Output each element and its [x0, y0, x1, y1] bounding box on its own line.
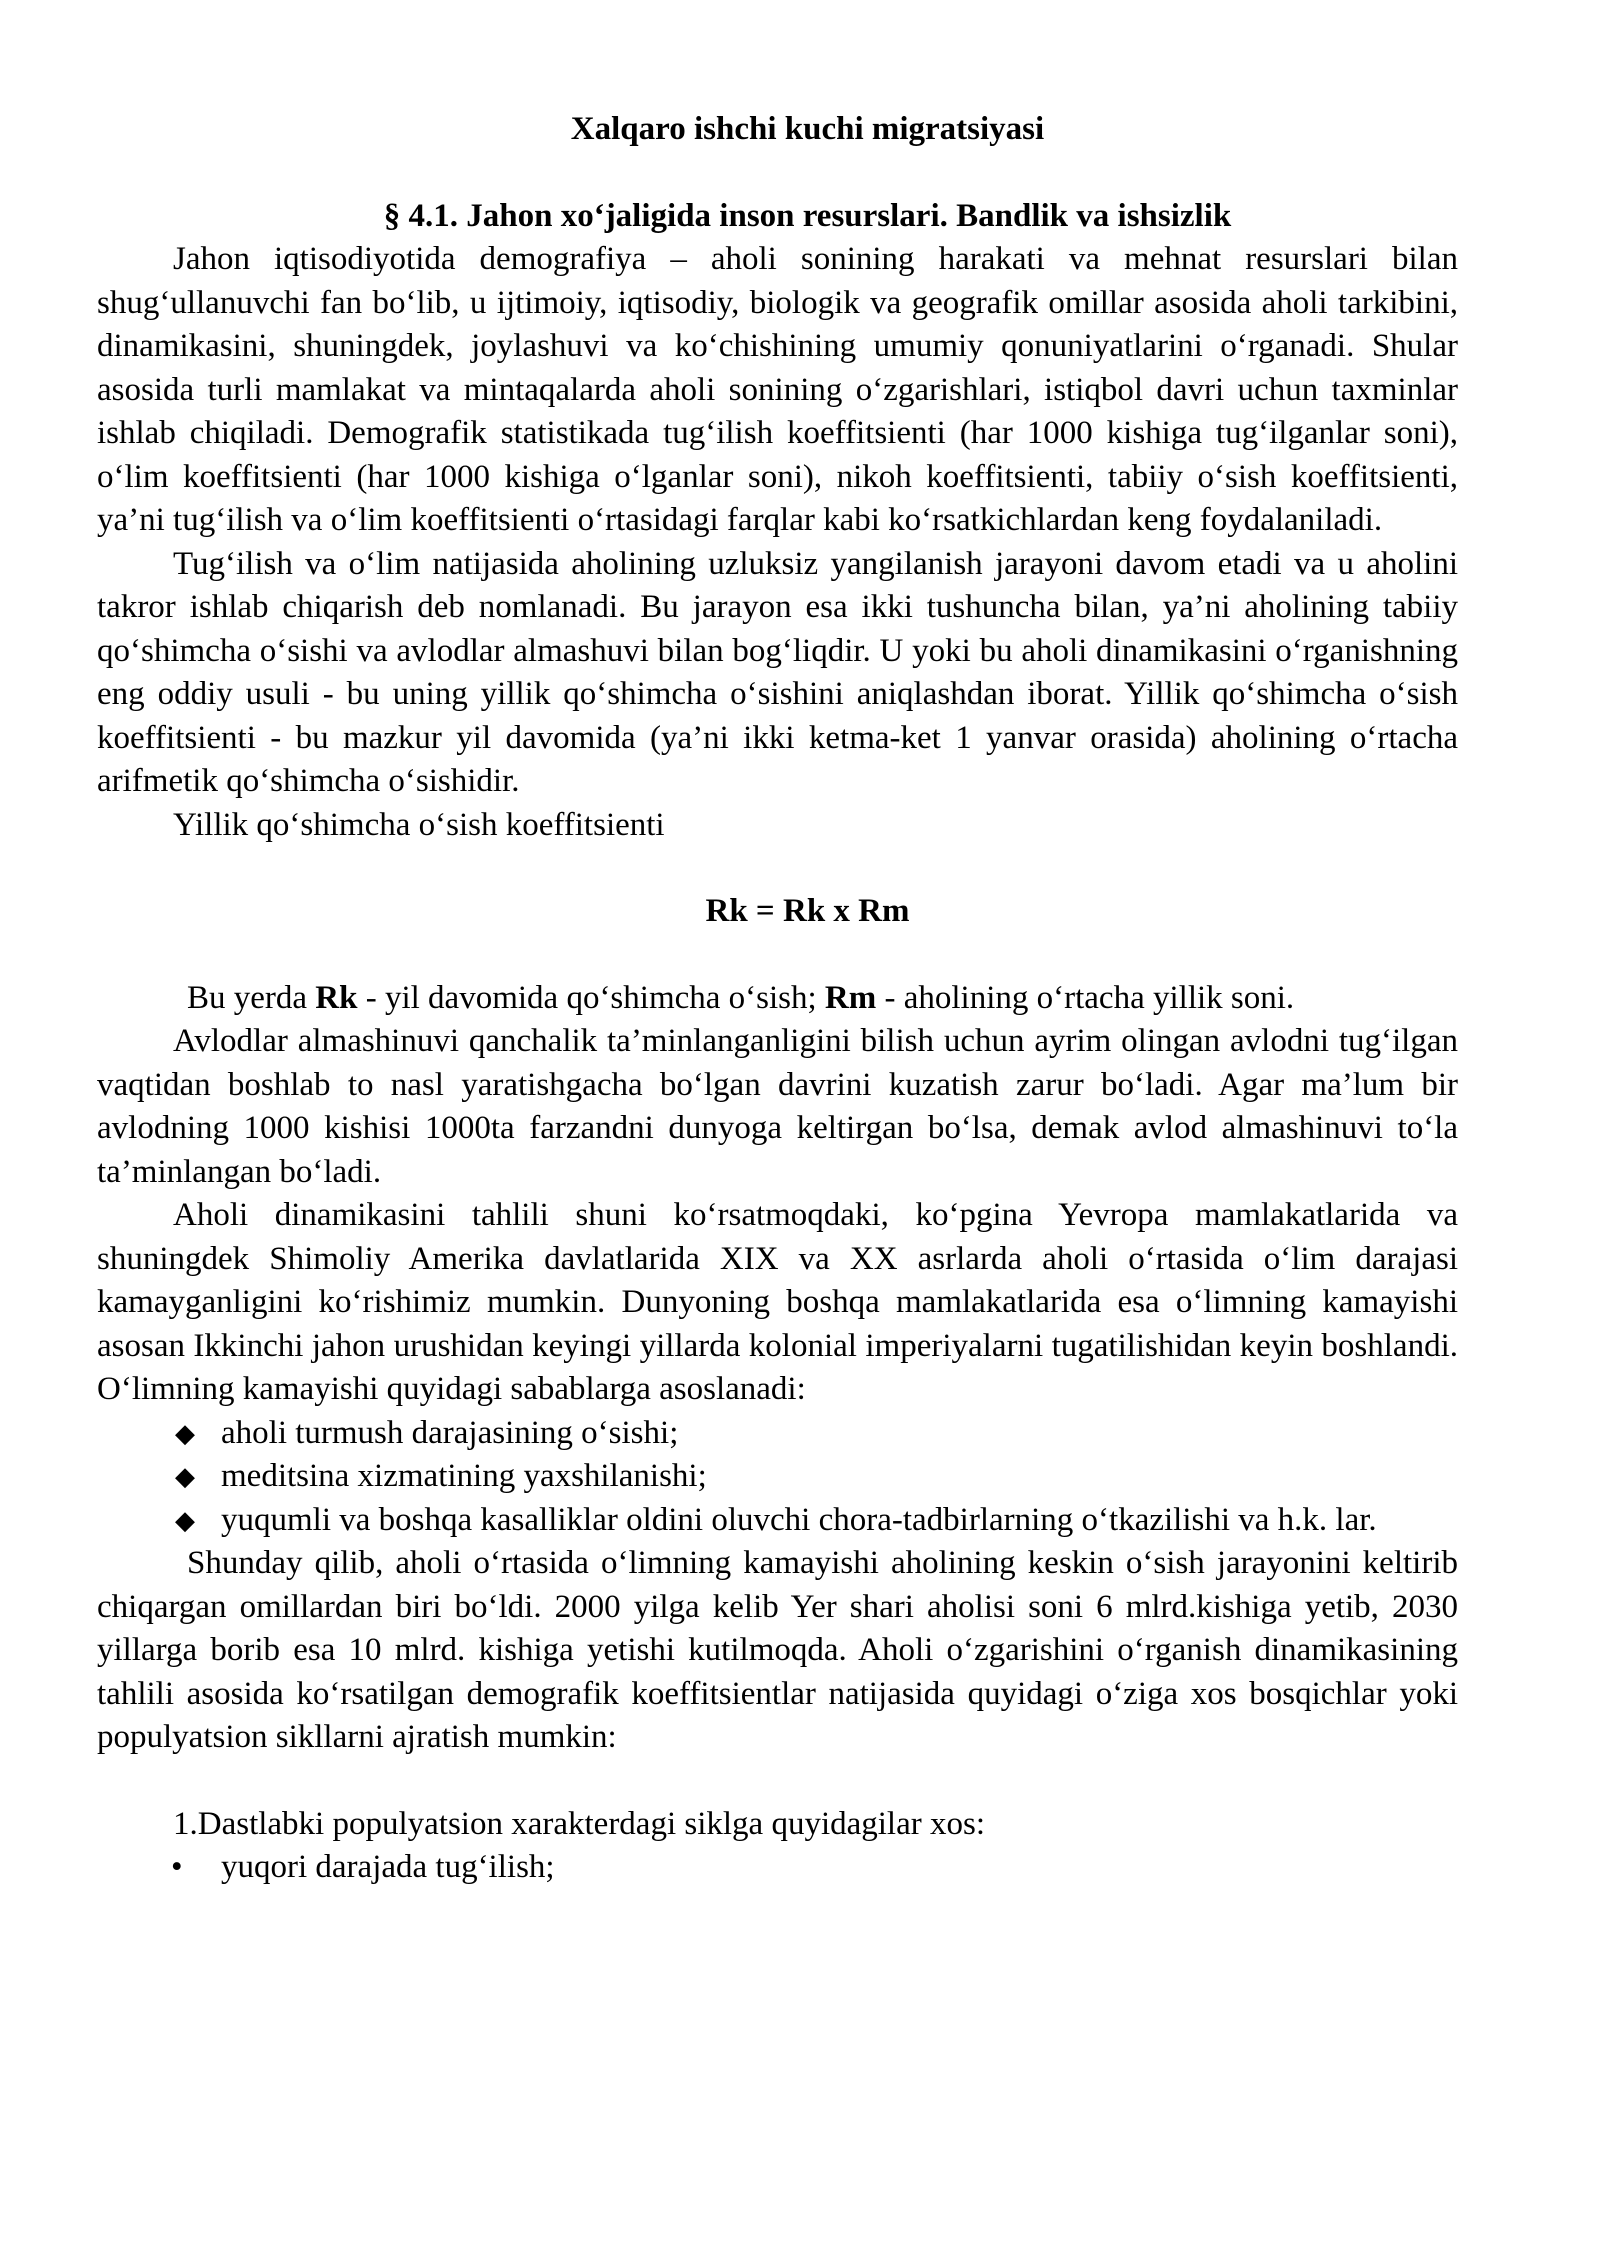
- paragraph-mortality: Aholi dinamikasini tahlili shuni ko‘rsatmoqdaki, ko‘pgina Yevropa mamlakatlarida va shuningdek Shimoliy Amerika davlatlarida XIX va XX asrlarda aholi o‘rtasida o‘lim darajasi kamayganligini ko‘rishimiz mumkin. Dunyoning boshqa mamlakatlarida esa o‘limning kamayishi asosan Ikkinchi jahon urushidan keyingi yillarda kolonial imperiyalarni tugatilishidan keyin boshlandi. O‘limning kamayishi quyidagi sabablarga asoslanadi:: [97, 1197, 1458, 1407]
- numbered-item-first-cycle: 1.Dastlabki populyatsion xarakterdagi siklga quyidagilar xos:: [173, 1805, 985, 1842]
- paragraph-growth-coefficient: Yillik qo‘shimcha o‘sish koeffitsienti: [173, 806, 665, 843]
- diamond-bullet-icon: ◆: [175, 1418, 195, 1448]
- list-item-text: meditsina xizmatining yaxshilanishi;: [221, 1458, 707, 1494]
- diamond-bullet-icon: ◆: [175, 1462, 195, 1491]
- paragraph-reproduction: Tug‘ilish va o‘lim natijasida aholining uzluksiz yangilanish jarayoni davom etadi va u aholini takror ishlab chiqarish deb nomlanadi. Bu jarayon esa ikki tushuncha bilan, ya’ni aholining tabiiy qo‘shimcha o‘sishi va avlodlar almashuvi bilan bog‘liqdir. U yoki bu aholi dinamikasini o‘rganishning eng oddiy usuli - bu uning yillik qo‘shimcha o‘sishini aniqlashdan iborat. Yillik qo‘shimcha o‘sish koeffitsienti - bu mazkur yil davomida (ya’ni ikki ketma-ket 1 yanvar orasida) aholining o‘rtacha arifmetik qo‘shimcha o‘sishidir.: [97, 545, 1458, 799]
- list-item: [175, 1499, 1458, 1543]
- paragraph-conclusion: Shunday qilib, aholi o‘rtasida o‘limning kamayishi aholining keskin o‘sish jarayonini keltirib chiqargan omillardan biri bo‘ldi. 2000 yilga kelib Yer shari aholisi soni 6 mlrd.kishiga yetib, 2030 yillarga borib esa 10 mlrd. kishiga yetishi kutilmoqda. Aholi o‘zgarishini o‘rganish dinamikasining tahlili asosida ko‘rsatilgan demografik koeffitsientlar natijasida quyidagi o‘ziga xos bosqichlar yoki populyatsion sikllarni ajratish mumkin:: [97, 1545, 1458, 1755]
- paragraph-formula-explanation: [97, 977, 1458, 1021]
- list-item: [175, 1455, 1458, 1499]
- explanation-text-b: - yil davomida qo‘shimcha o‘sish;: [357, 979, 825, 1016]
- list-item: [175, 1412, 1458, 1456]
- formula: Rk = Rk x Rm: [705, 893, 910, 929]
- list-item-text: aholi turmush darajasining o‘sishi;: [221, 1414, 679, 1451]
- list-item-text: yuqumli va boshqa kasalliklar oldini oluvchi chora-tadbirlarning o‘tkazilishi va h.k. lar.: [221, 1501, 1377, 1538]
- explanation-text-c: - aholining o‘rtacha yillik soni.: [876, 979, 1295, 1016]
- diamond-bullet-icon: ◆: [175, 1505, 195, 1535]
- round-bullet-icon: •: [171, 1849, 183, 1885]
- explanation-text-a: Bu yerda: [187, 979, 316, 1016]
- document-title: Xalqaro ishchi kuchi migratsiyasi: [570, 111, 1045, 147]
- explanation-rm: Rm: [824, 979, 877, 1016]
- list-item-text: yuqori darajada tug‘ilish;: [221, 1849, 555, 1885]
- reasons-list: [97, 1412, 1458, 1543]
- cycle-list: [97, 1846, 1458, 1890]
- paragraph-generations: Avlodlar almashinuvi qanchalik ta’minlanganligini bilish uchun ayrim olingan avlodni tug‘ilgan vaqtidan boshlab to nasl yaratishgacha bo‘lgan davrini kuzatish zarur bo‘ladi. Agar ma’lum bir avlodning 1000 kishisi 1000ta farzandni dunyoga keltirgan bo‘lsa, demak avlod almashinuvi to‘la ta’minlangan bo‘ladi.: [97, 1023, 1458, 1190]
- paragraph-demography: Jahon iqtisodiyotida demografiya – aholi sonining harakati va mehnat resurslari bilan shug‘ullanuvchi fan bo‘lib, u ijtimoiy, iqtisodiy, biologik va geografik omillar asosida aholi tarkibini, dinamikasini, shuningdek, joylashuvi va ko‘chishining umumiy qonuniyatlarini o‘rganadi. Shular asosida turli mamlakat va mintaqalarda aholi sonining o‘zgarishlari, istiqbol davri uchun taxminlar ishlab chiqiladi. Demografik statistikada tug‘ilish koeffitsienti (har 1000 kishiga tug‘ilganlar soni), o‘lim koeffitsienti (har 1000 kishiga o‘lganlar soni), nikoh koeffitsienti, tabiiy o‘sish koeffitsienti, ya’ni tug‘ilish va o‘lim koeffitsienti o‘rtasidagi farqlar kabi ko‘rsatkichlardan keng foydalaniladi.: [97, 241, 1458, 538]
- explanation-rk: Rk: [315, 979, 358, 1016]
- list-item: [171, 1846, 1458, 1890]
- section-heading: § 4.1. Jahon xo‘jaligida inson resurslari. Bandlik va ishsizlik: [383, 197, 1232, 234]
